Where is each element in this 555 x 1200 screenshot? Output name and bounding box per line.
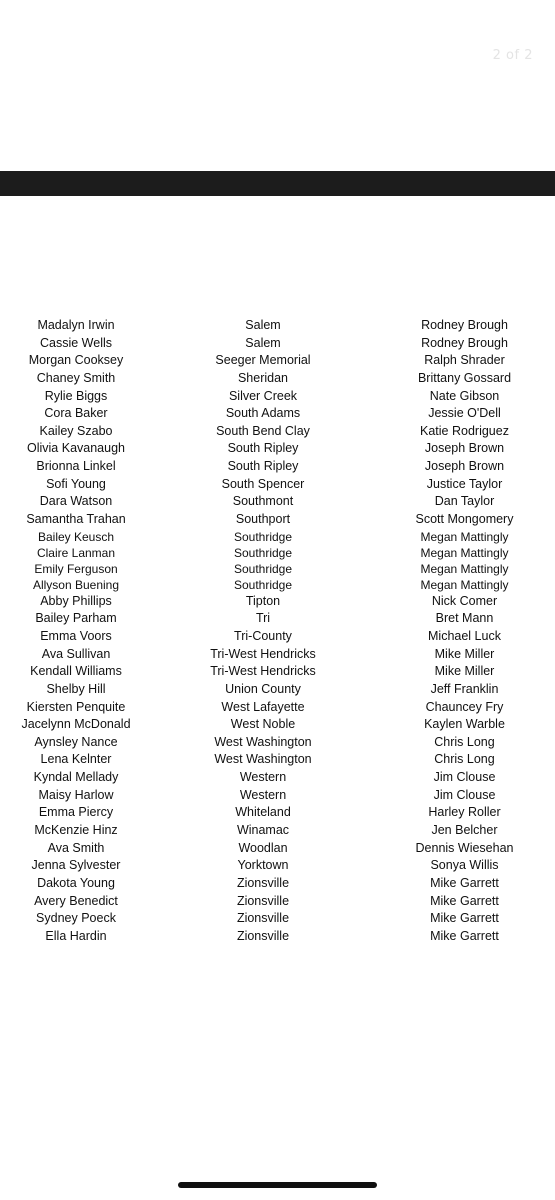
table-row bbox=[0, 458, 555, 476]
coach-name: Nate Gibson bbox=[429, 388, 500, 403]
school-name: Zionsville bbox=[236, 893, 290, 908]
table-row bbox=[0, 388, 555, 406]
coach-name: Mike Garrett bbox=[430, 875, 499, 890]
table-row bbox=[0, 804, 555, 822]
table-row bbox=[0, 769, 555, 787]
coach-name: Jim Clouse bbox=[433, 787, 496, 802]
player-name: Kyndal Mellady bbox=[33, 770, 119, 785]
school-name: Western bbox=[239, 787, 287, 802]
player-name: Kailey Szabo bbox=[39, 423, 113, 438]
table-row bbox=[0, 370, 555, 388]
player-name: Sofi Young bbox=[46, 476, 106, 491]
player-name: Cassie Wells bbox=[39, 335, 112, 350]
player-name: Dara Watson bbox=[39, 494, 113, 509]
school-name: Silver Creek bbox=[228, 388, 298, 403]
school-name: Tri bbox=[255, 611, 271, 626]
coach-name: Mike Garrett bbox=[430, 893, 499, 908]
school-name: Zionsville bbox=[236, 911, 290, 926]
player-name: Kiersten Penquite bbox=[26, 699, 126, 714]
school-name: Southmont bbox=[232, 494, 294, 509]
player-name: Chaney Smith bbox=[36, 370, 116, 385]
school-name: West Noble bbox=[230, 717, 296, 732]
school-name: South Adams bbox=[225, 406, 301, 421]
table-row bbox=[0, 511, 555, 529]
table-row bbox=[0, 405, 555, 423]
table-row bbox=[0, 593, 555, 611]
school-name: West Washington bbox=[214, 734, 312, 749]
table-row bbox=[0, 910, 555, 928]
player-name: Dakota Young bbox=[37, 875, 115, 890]
player-name: Lena Kelnter bbox=[40, 752, 112, 767]
school-name: Winamac bbox=[236, 823, 290, 838]
table-row bbox=[0, 545, 555, 561]
table-row bbox=[0, 893, 555, 911]
table-row bbox=[0, 628, 555, 646]
school-name: Sheridan bbox=[237, 370, 289, 385]
coach-name: Mike Miller bbox=[434, 664, 495, 679]
school-name: Salem bbox=[245, 318, 281, 332]
school-name: Seeger Memorial bbox=[215, 353, 311, 368]
school-name: Tri-West Hendricks bbox=[210, 664, 316, 679]
player-name: Morgan Cooksey bbox=[28, 353, 124, 368]
table-row bbox=[0, 646, 555, 664]
table-row bbox=[0, 751, 555, 769]
school-name: Tri-County bbox=[234, 628, 292, 643]
coach-name: Megan Mattingly bbox=[420, 545, 509, 560]
school-name: Tipton bbox=[245, 593, 281, 608]
table-row bbox=[0, 716, 555, 734]
school-name: Southridge bbox=[233, 561, 293, 576]
page-indicator: 2 of 2 bbox=[492, 48, 533, 63]
player-name: Kendall Williams bbox=[30, 664, 122, 679]
school-name: South Spencer bbox=[221, 476, 305, 491]
school-name: Woodlan bbox=[238, 840, 288, 855]
table-row bbox=[0, 335, 555, 353]
coach-name: Bret Mann bbox=[435, 611, 494, 626]
table-row bbox=[0, 928, 555, 946]
player-name: Maisy Harlow bbox=[38, 787, 114, 802]
coach-name: Harley Roller bbox=[428, 805, 501, 820]
table-row bbox=[0, 822, 555, 840]
table-row bbox=[0, 352, 555, 370]
school-name: West Lafayette bbox=[221, 699, 305, 714]
coach-name: Joseph Brown bbox=[424, 441, 505, 456]
coach-name: Nick Comer bbox=[431, 593, 498, 608]
coach-name: Mike Garrett bbox=[430, 911, 499, 926]
home-indicator[interactable] bbox=[178, 1182, 377, 1188]
table-row bbox=[0, 875, 555, 893]
player-name: Cora Baker bbox=[44, 406, 108, 421]
table-row bbox=[0, 663, 555, 681]
coach-name: Rodney Brough bbox=[421, 318, 508, 332]
table-row bbox=[0, 476, 555, 494]
coach-name: Jeff Franklin bbox=[430, 681, 499, 696]
player-name: Shelby Hill bbox=[46, 681, 106, 696]
coach-name: Jim Clouse bbox=[433, 770, 496, 785]
player-name: Ella Hardin bbox=[45, 928, 107, 943]
school-name: Yorktown bbox=[237, 858, 289, 873]
table-row bbox=[0, 317, 555, 335]
coach-name: Megan Mattingly bbox=[420, 577, 509, 592]
table-row bbox=[0, 840, 555, 858]
table-row bbox=[0, 561, 555, 577]
school-name: Southridge bbox=[233, 545, 293, 560]
school-name: Union County bbox=[225, 681, 301, 696]
coach-name: Megan Mattingly bbox=[420, 561, 509, 576]
school-name: Southridge bbox=[233, 577, 293, 592]
coach-name: Chris Long bbox=[434, 752, 495, 767]
school-name: South Ripley bbox=[227, 441, 299, 456]
table-row bbox=[0, 857, 555, 875]
player-name: Jenna Sylvester bbox=[31, 858, 121, 873]
coach-name: Sonya Willis bbox=[430, 858, 499, 873]
player-name: Allyson Buening bbox=[32, 577, 120, 592]
player-name: Brionna Linkel bbox=[36, 459, 116, 474]
coach-name: Kaylen Warble bbox=[424, 717, 505, 732]
player-name: Ava Smith bbox=[47, 840, 105, 855]
school-name: Salem bbox=[245, 335, 281, 350]
coach-name: Joseph Brown bbox=[424, 459, 505, 474]
player-name: Samantha Trahan bbox=[26, 512, 126, 527]
table-row bbox=[0, 529, 555, 545]
school-name: Whiteland bbox=[235, 805, 291, 820]
table-row bbox=[0, 423, 555, 441]
school-name: Western bbox=[239, 770, 287, 785]
table-row bbox=[0, 440, 555, 458]
player-name: Emily Ferguson bbox=[34, 561, 118, 576]
player-name: Jacelynn McDonald bbox=[21, 717, 131, 732]
player-name: McKenzie Hinz bbox=[34, 823, 118, 838]
player-name: Emma Voors bbox=[40, 628, 112, 643]
coach-name: Dan Taylor bbox=[434, 494, 495, 509]
school-name: South Bend Clay bbox=[216, 423, 310, 438]
coach-name: Mike Garrett bbox=[430, 928, 499, 943]
coach-name: Brittany Gossard bbox=[417, 370, 512, 385]
table-row bbox=[0, 577, 555, 593]
coach-name: Mike Miller bbox=[434, 646, 495, 661]
coach-name: Scott Mongomery bbox=[415, 512, 514, 527]
player-name: Sydney Poeck bbox=[36, 911, 116, 926]
coach-name: Ralph Shrader bbox=[424, 353, 505, 368]
school-name: Zionsville bbox=[236, 928, 290, 943]
school-name: Southport bbox=[235, 512, 291, 527]
coach-name: Dennis Wiesehan bbox=[415, 840, 514, 855]
player-name: Emma Piercy bbox=[38, 805, 114, 820]
table-row bbox=[0, 493, 555, 511]
player-name: Ava Sullivan bbox=[41, 646, 111, 661]
coach-name: Justice Taylor bbox=[426, 476, 503, 491]
table-row bbox=[0, 787, 555, 805]
table-row bbox=[0, 681, 555, 699]
player-name: Madalyn Irwin bbox=[37, 318, 115, 332]
player-name: Rylie Biggs bbox=[44, 388, 108, 403]
table-row bbox=[0, 610, 555, 628]
school-name: Southridge bbox=[233, 529, 293, 544]
coach-name: Rodney Brough bbox=[421, 335, 508, 350]
coach-name: Michael Luck bbox=[428, 628, 501, 643]
player-name: Bailey Parham bbox=[35, 611, 117, 626]
player-name: Olivia Kavanaugh bbox=[27, 441, 125, 456]
table-row bbox=[0, 699, 555, 717]
player-name: Claire Lanman bbox=[36, 545, 116, 560]
coach-name: Jen Belcher bbox=[431, 823, 498, 838]
player-name: Abby Phillips bbox=[40, 593, 112, 608]
school-name: Tri-West Hendricks bbox=[210, 646, 316, 661]
coach-name: Chris Long bbox=[434, 734, 495, 749]
school-name: West Washington bbox=[214, 752, 312, 767]
school-name: Zionsville bbox=[236, 875, 290, 890]
roster-table bbox=[0, 317, 555, 946]
school-name: South Ripley bbox=[227, 459, 299, 474]
header-divider-bar bbox=[0, 171, 555, 196]
coach-name: Megan Mattingly bbox=[420, 529, 509, 544]
player-name: Aynsley Nance bbox=[34, 734, 118, 749]
coach-name: Jessie O'Dell bbox=[428, 406, 501, 421]
player-name: Bailey Keusch bbox=[37, 529, 115, 544]
coach-name: Katie Rodriguez bbox=[420, 423, 509, 438]
player-name: Avery Benedict bbox=[34, 893, 118, 908]
coach-name: Chauncey Fry bbox=[425, 699, 504, 714]
table-row bbox=[0, 734, 555, 752]
